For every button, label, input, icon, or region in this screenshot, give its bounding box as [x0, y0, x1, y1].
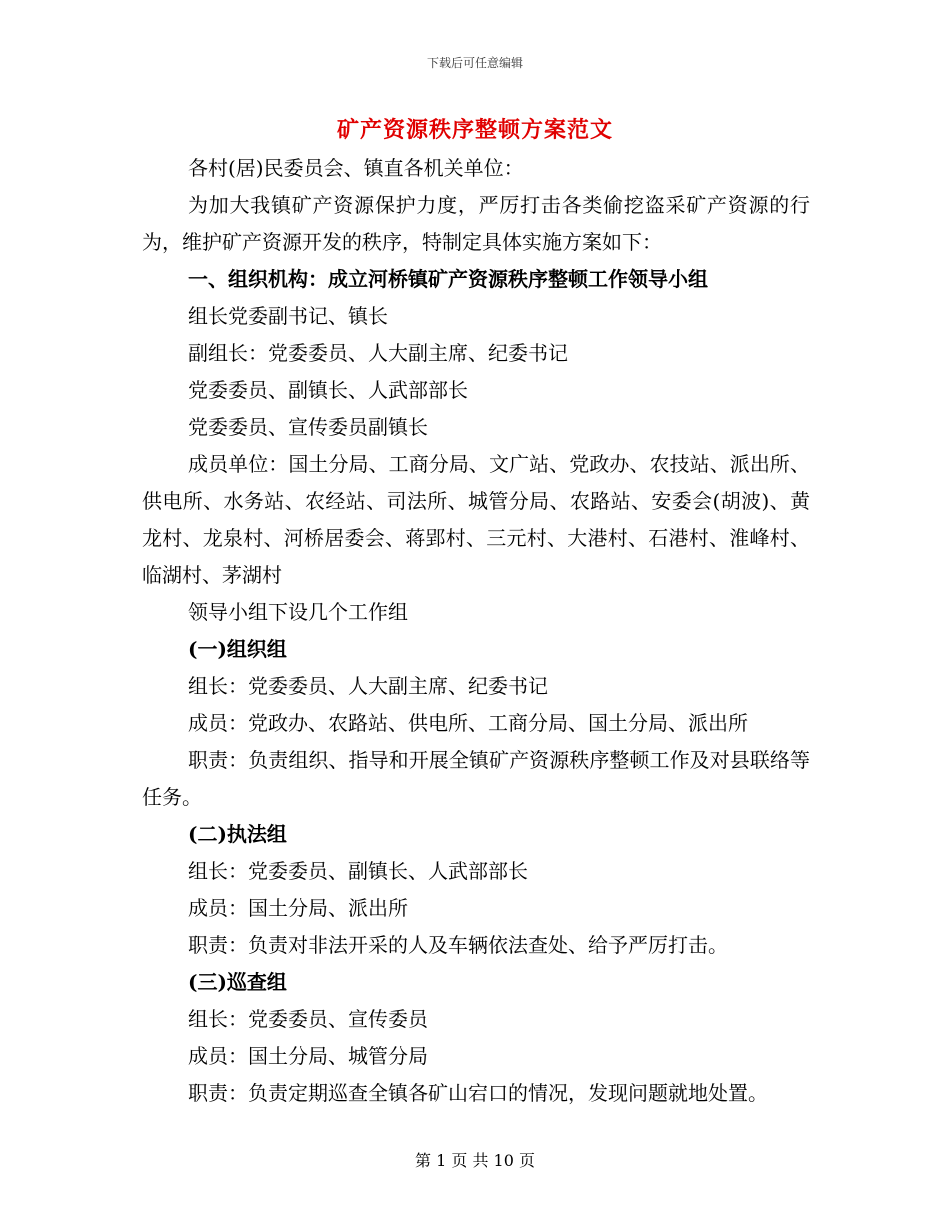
paragraph-deputy-2: 党委委员、副镇长、人武部部长 [188, 378, 468, 402]
paragraph-enf-leader: 组长：党委委员、副镇长、人武部部长 [188, 859, 528, 883]
paragraph-org-members: 成员：党政办、农路站、供电所、工商分局、国土分局、派出所 [188, 711, 748, 735]
page-number-footer: 第 1 页 共 10 页 [415, 1151, 535, 1170]
paragraph-patrol-members: 成员：国土分局、城管分局 [188, 1044, 428, 1068]
subheading-enforcement-group: (二)执法组 [188, 822, 287, 846]
paragraph-deputy-leader: 副组长：党委委员、人大副主席、纪委书记 [188, 341, 568, 365]
paragraph-enf-members: 成员：国土分局、派出所 [188, 896, 408, 920]
document-title: 矿产资源秩序整顿方案范文 [336, 117, 613, 143]
paragraph-deputy-3: 党委委员、宣传委员副镇长 [188, 415, 428, 439]
document-body [142, 150, 810, 1112]
paragraph-patrol-leader: 组长：党委委员、宣传委员 [188, 1007, 428, 1031]
page-header-note: 下载后可任意编辑 [426, 56, 523, 70]
paragraph-enf-duties: 职责：负责对非法开采的人及车辆依法查处、给予严厉打击。 [188, 933, 728, 957]
paragraph-intro: 为加大我镇矿产资源保护力度，严厉打击各类偷挖盗采矿产资源的行为，维护矿产资源开发的秩序，特制定具体实施方案如下： [142, 193, 810, 254]
paragraph-member-units: 成员单位：国土分局、工商分局、文广站、党政办、农技站、派出所、供电所、水务站、农经站、司法所、城管分局、农路站、安委会(胡波)、黄龙村、龙泉村、河桥居委会、蒋郢村、三元村、大港村、石港村、淮峰村、临湖村、茅湖村 [142, 452, 810, 587]
paragraph-salutation: 各村(居)民委员会、镇直各机关单位： [188, 156, 524, 180]
subheading-patrol-group: (三)巡查组 [188, 970, 287, 994]
paragraph-org-duties: 职责：负责组织、指导和开展全镇矿产资源秩序整顿工作及对县联络等任务。 [142, 748, 810, 809]
section-heading-organization: 一、组织机构：成立河桥镇矿产资源秩序整顿工作领导小组 [188, 267, 708, 291]
subheading-organization-group: (一)组织组 [188, 637, 287, 661]
paragraph-work-groups: 领导小组下设几个工作组 [188, 600, 408, 624]
paragraph-leader: 组长党委副书记、镇长 [188, 304, 388, 328]
paragraph-patrol-duties: 职责：负责定期巡查全镇各矿山宕口的情况，发现问题就地处置。 [188, 1081, 768, 1105]
paragraph-org-leader: 组长：党委委员、人大副主席、纪委书记 [188, 674, 548, 698]
